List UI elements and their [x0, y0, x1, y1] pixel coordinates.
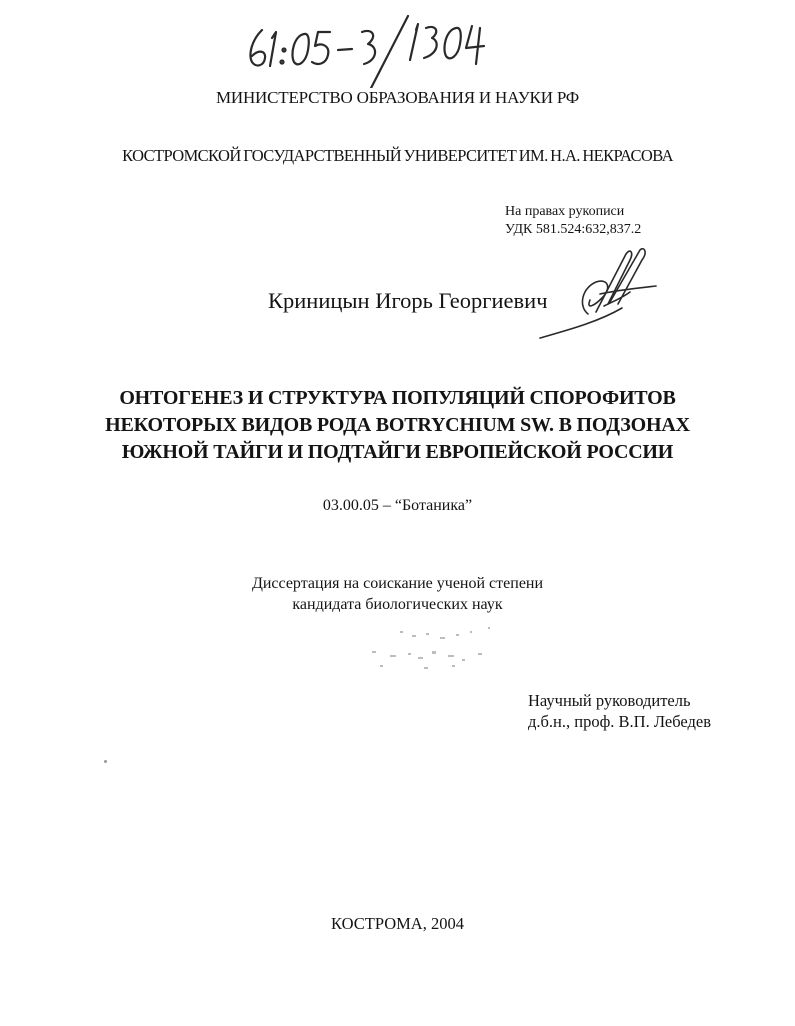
title-line: НЕКОТОРЫХ ВИДОВ РОДА BOTRYCHIUM SW. В ПОДЗОНАХ — [105, 414, 690, 436]
title-line: ОНТОГЕНЕЗ И СТРУКТУРА ПОПУЛЯЦИЙ СПОРОФИТОВ — [119, 387, 676, 409]
degree-line: Диссертация на соискание ученой степени — [251, 575, 544, 592]
university-name: КОСТРОМСКОЙ ГОСУДАРСТВЕННЫЙ УНИВЕРСИТЕТ ИМ. Н.А. НЕКРАСОВА — [122, 146, 673, 165]
author-name: Криницын Игорь Георгиевич — [268, 288, 548, 313]
archive-number-drawing — [240, 8, 530, 88]
udc-code: УДК 581.524:632,837.2 — [505, 222, 642, 237]
specialty-code: 03.00.05 – “Ботаника” — [322, 497, 473, 514]
author-signature — [538, 244, 660, 344]
archive-number-handwritten — [240, 8, 530, 88]
supervisor-label: Научный руководитель — [528, 691, 691, 710]
manuscript-rights-note: На правах рукописи — [505, 204, 625, 219]
scientific-supervisor — [528, 690, 711, 732]
degree-statement — [0, 573, 795, 615]
signature-drawing — [538, 244, 660, 344]
dissertation-title — [0, 385, 795, 466]
degree-line: кандидата биологических наук — [292, 596, 503, 613]
city-year: КОСТРОМА, 2004 — [331, 914, 464, 933]
supervisor-name: д.б.н., проф. В.П. Лебедев — [528, 712, 712, 731]
faded-stamp-drawing — [360, 625, 500, 673]
faded-stamp — [360, 625, 500, 673]
title-line: ЮЖНОЙ ТАЙГИ И ПОДТАЙГИ ЕВРОПЕЙСКОЙ РОССИИ — [121, 441, 674, 463]
ministry-name: МИНИСТЕРСТВО ОБРАЗОВАНИЯ И НАУКИ РФ — [215, 88, 580, 107]
margin-mark — [104, 760, 107, 763]
